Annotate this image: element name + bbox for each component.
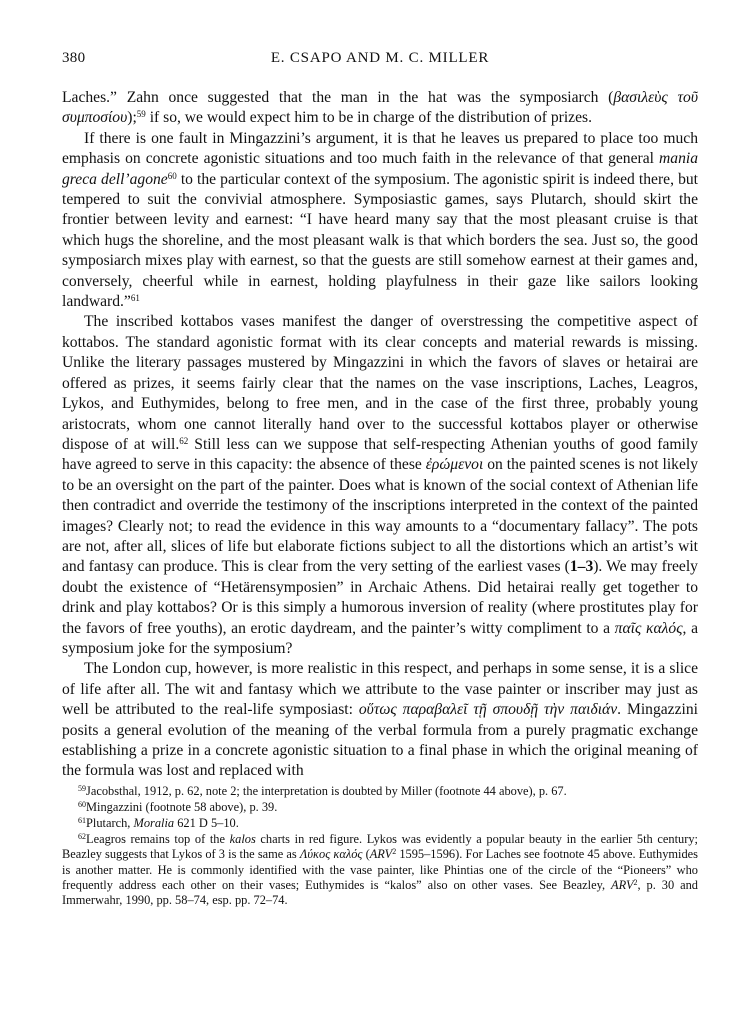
footnote-ref-59[interactable]: 59 [136, 109, 146, 120]
greek-phrase: βασιλεὺς τοῦ συμποσίου [62, 89, 698, 127]
paragraph-4: The London cup, however, is more realistic in this respect, and perhaps in some sense, it is a slice of life after all. The wit and fantasy which we attribute to the vase painter or inscriber may just as well be attributed to the real-life symposiast: οὕτως παραβαλεῖ τῇ σπουδῇ τὴν παιδιάν. Mingazzini posits a general evolution of the meaning of the verbal formula from a purely pragmatic exchange establishing a prize in a concrete agonistic situation to a final phase in which the original meaning of the formula was lost and replaced with [62, 660, 698, 780]
paragraph-2: If there is one fault in Mingazzini’s argument, it is that he leaves us prepared to place too much emphasis on concrete agonistic situations and too much faith in the relevance of that general mania greca dell’agone$^{60}$ to the particular context of the symposium. The agonistic spirit is indeed there, but tempered to suit the convivial atmosphere. Symposiastic games, says Plutarch, should skirt the frontier between levity and earnest: “I have heard many say that the most pleasant cruise is that which hugs the shoreline, and the most pleasant walk is that which borders the sea. Just so, the good symposiarch mixes play with earnest, so that the guests are still somehow earnest at their games and, conversely, cheerful while in earnest, holding playfulness in their gaze like sailors looking landward.”$^{61}$ [62, 129, 698, 311]
greek-phrase: Λύκος καλός [299, 847, 363, 862]
main-text [62, 88, 698, 782]
footnote-number: 59 [78, 784, 86, 793]
footnotes [62, 784, 698, 909]
page-number: 380 [62, 50, 86, 66]
paragraph-3: The inscribed kottabos vases manifest the danger of overstressing the competitive aspect of kottabos. The standard agonistic format with its clear concepts and material rewards is missing. Unlike the literary passages mustered by Mingazzini in which the favors of slaves or hetairai are offered as prizes, it seems fairly clear that the names on the vase inscriptions, Laches, Leagros, Lykos, and Euthymides, belong to free men, and in the case of the first three, probably young aristocrats, whom one cannot literally hand over to the successful kottabos player or otherwise dispose of at will.$^{62}$ Still less can we suppose that self-respecting Athenian youths of good family have agreed to serve in this capacity: the absence of these ἐρώμενοι on the painted scenes is not likely to be an oversight on the part of the painter. Does what is known of the social context of Athenian life then contradict and override the testimony of the inscriptions interpreted in the context of the painted images? Clearly not; to read the evidence in this way amounts to a “documentary fallacy”. The pots are not, after all, slices of life but elaborate fictions subject to all the distortions which an artist’s wit and fantasy can produce. This is clear from the very setting of the earliest vases (1–3). We may freely doubt the existence of “Hetärensymposien” in Archaic Athens. Did hetairai really get together to drink and play kottabos? Or is this simply a humorous inversion of reality (where prostitutes play for the favors of free youths), an erotic daydream, and the painter’s witty compliment to a παῖς καλός, a symposium joke for the symposium? [62, 313, 698, 657]
greek-phrase: παῖς καλός [614, 619, 683, 637]
greek-word: ἐρώμενοι [425, 456, 484, 474]
greek-quotation: οὕτως παραβαλεῖ τῇ σπουδῇ τὴν παιδιάν [358, 701, 618, 719]
footnote-ref-60[interactable]: 60 [167, 170, 177, 181]
footnote-60: $^{60}$Mingazzini (footnote 58 above), p. 39. [78, 799, 278, 814]
footnote-ref-62[interactable]: 62 [179, 435, 189, 446]
paragraph-1: Laches.” Zahn once suggested that the man in the hat was the symposiarch (βασιλεὺς τοῦ συμποσίου);$^{59}$ if so, we would expect him to be in charge of the distribution of prizes. [62, 89, 698, 127]
footnote-ref-61[interactable]: 61 [130, 293, 140, 304]
footnote-62: $^{62}$Leagros remains top of the kalos charts in red figure. Lykos was evidently a popular beauty in the earlier 5th century; Beazley suggests that Lykos of 3 is the same as Λύκος καλός (ARV$^2$ 1595–1596). For Laches see footnote 45 above. Euthymides is another matter. He is commonly identified with the vase painter, like Phintias one of the circle of the “Pioneers” who frequently address each other on their vases; Euthymides is “kalos” also on other vases. See Beazley, ARV$^2$, p. 30 and Immerwahr, 1990, pp. 58–74, esp. pp. 72–74. [62, 831, 698, 908]
running-header [62, 50, 698, 70]
footnote-number: 60 [78, 799, 86, 809]
footnote-number: 62 [78, 831, 86, 841]
footnote-59: $^{59}$Jacobsthal, 1912, p. 62, note 2; the interpretation is doubted by Miller (footnote 44 above), p. 67. [78, 784, 567, 798]
footnote-number: 61 [78, 815, 86, 825]
running-head-authors: E. CSAPO AND M. C. MILLER [270, 50, 490, 66]
italic-phrase: mania greca dell’agone [62, 150, 698, 188]
footnote-61: $^{61}$Plutarch, Moralia 621 D 5–10. [78, 815, 239, 830]
vase-reference: 1–3 [569, 558, 594, 576]
